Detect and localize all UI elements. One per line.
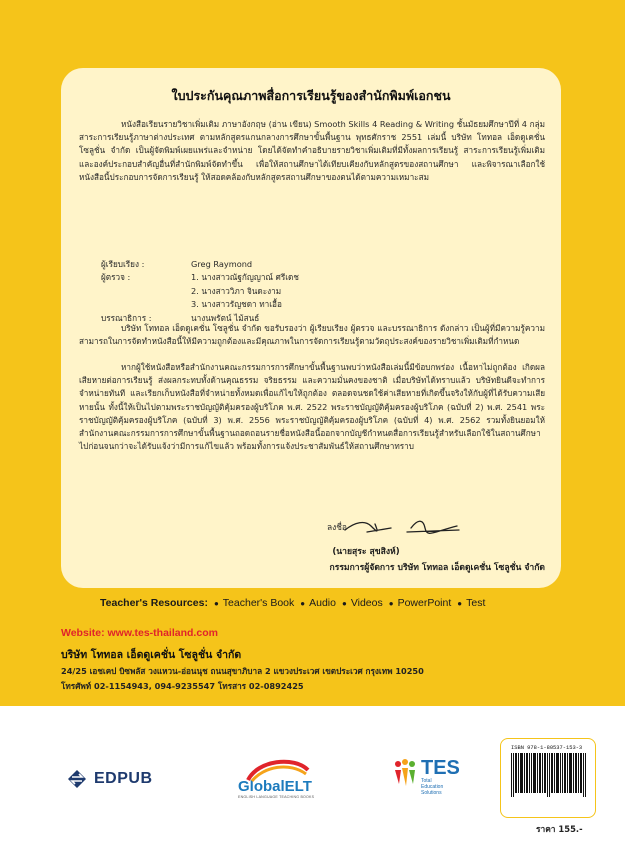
- publisher-company-name: บริษัท โททอล เอ็ดดูเคชั่น โซลูชั่น จำกัด: [61, 649, 242, 661]
- credit-label: ผู้เรียบเรียง :: [101, 259, 145, 269]
- credit-label: บรรณาธิการ :: [101, 312, 152, 323]
- credit-value: 1. นางสาวณัฐกัญญาณ์ ศรีเดช: [191, 272, 299, 283]
- resources-heading: Teacher's Resources:: [100, 597, 208, 609]
- resource-item: ● Audio: [300, 597, 336, 609]
- globalelt-logo: [238, 752, 318, 799]
- tes-sub-line: Solutions: [421, 790, 442, 796]
- certificate-title: ใบประกันคุณภาพสื่อการเรียนรู้ของสำนักพิมพ์เอกชน: [171, 88, 451, 103]
- tes-sub-line: Total: [421, 778, 432, 784]
- tes-wordmark: TES: [421, 757, 460, 779]
- credit-row: [101, 258, 299, 271]
- signature-label: ลงชื่อ: [327, 522, 347, 532]
- resource-item: ● PowerPoint: [389, 597, 452, 609]
- certificate-intro-paragraph: หนังสือเรียนรายวิชาเพิ่มเติม ภาษาอังกฤษ (อ่าน เขียน) Smooth Skills 4 Reading & Writing ชั้นมัธยมศึกษาปีที่ 4 กลุ่มสาระการเรียนรู้ภาษาต่างประเทศ ตามหลักสูตรแกนกลางการศึกษาขั้นพื้นฐาน พุทธศักราช 2551 เล่มนี้ บริษัท โททอล เอ็ดดูเคชั่น โซลูชั่น จำกัด เป็นผู้จัดพิมพ์เผยแพร่และจำหน่าย โดยได้จัดทำคำอธิบายรายวิชาเพิ่มเติมที่มีทั้งผลการเรียนรู้ สาระการเรียนรู้เพิ่มเติมและองค์ประกอบสำคัญอื่นที่สำนักพิมพ์จัดทำขึ้น เพื่อให้สถานศึกษาได้เทียบเคียงกับหลักสูตรของสถานศึกษา และพิจารณาเลือกใช้หนังสือนี้ประกอบการจัดการเรียนรู้ ให้สอดคล้องกับหลักสูตรสถานศึกษาของตนได้ตามความเหมาะสม: [79, 119, 545, 182]
- credit-value: นางนพรัตน์ ไม้สนธ์: [191, 312, 260, 323]
- resource-item: ● Test: [457, 597, 485, 609]
- tes-sub-line: Education: [421, 784, 444, 790]
- globalelt-tagline: ENGLISH LANGUAGE TEACHING BOOKS: [238, 795, 315, 799]
- price-label: ราคา 155.-: [536, 824, 583, 834]
- credits-list: [101, 258, 299, 325]
- publisher-phone: โทรศัพท์ 02-1154943, 094-9235547 โทรสาร 02-0892425: [61, 681, 304, 691]
- signer-name: (นายสุระ สุขสิงห์): [332, 547, 400, 557]
- footer-logos-band: [0, 706, 625, 848]
- tes-people-icon: [392, 758, 418, 788]
- isbn-number: ISBN 978-1-80537-153-3: [511, 745, 583, 751]
- edpub-logo: [66, 768, 153, 790]
- credit-row: [101, 298, 299, 311]
- certificate-liability-paragraph: หากผู้ใช้หนังสือหรือสำนักงานคณะกรรมการการศึกษาขั้นพื้นฐานพบว่าหนังสือเล่มนี้มีข้อบกพร่อง เนื้อหาไม่ถูกต้อง เกิดผลเสียหายต่อการเรียนรู้ ส่งผลกระทบทั้งด้านคุณธรรม จริยธรรม และความมั่นคงของชาติ เมื่อบริษัทได้ทราบแล้ว บริษัทยินดีจะทำการจำหน่ายทันที และเรียกเก็บหนังสือที่จำหน่ายทั้งหมดเพื่อแก้ไขให้ถูกต้อง ตลอดจนชดใช้ค่าเสียหายที่เกิดขึ้นจริงให้กับผู้ที่ได้รับความเสียหายนั้น ทั้งนี้ให้เป็นไปตามพระราชบัญญัติคุ้มครองผู้บริโภค พ.ศ. 2522 พระราชบัญญัติคุ้มครองผู้บริโภค (ฉบับที่ 2) พ.ศ. 2541 พระราชบัญญัติคุ้มครองผู้บริโภค (ฉบับที่ 3) พ.ศ. 2556 พระราชบัญญัติคุ้มครองผู้บริโภค (ฉบับที่ 4) พ.ศ. 2562 รวมทั้งยินยอมให้สำนักงานคณะกรรมการการศึกษาขั้นพื้นฐานถอดถอนรายชื่อหนังสือนี้ออกจากบัญชีกำหนดสื่อการเรียนรู้สำหรับเลือกใช้ในสถานศึกษาไปก่อนจนกว่าจะได้รับแจ้งว่ามีการแก้ไขแล้ว พร้อมทั้งการแจ้งประชาสัมพันธ์ให้สถานศึกษาทราบ: [79, 362, 545, 452]
- globalelt-wordmark: GlobalELT: [238, 778, 312, 795]
- barcode-box: [500, 738, 596, 818]
- tes-logo: [392, 758, 460, 796]
- globalelt-arc-icon: [244, 752, 312, 782]
- credit-label: [101, 285, 191, 298]
- credit-label: [101, 298, 191, 311]
- edpub-wordmark: EDPUB: [94, 770, 153, 787]
- credit-label: ผู้ตรวจ :: [101, 272, 131, 283]
- website-link[interactable]: Website: www.tes-thailand.com: [61, 627, 218, 639]
- publisher-address: 24/25 เอชเคป บิซพลัส วงแหวน-อ่อนนุช ถนนสุขาภิบาล 2 แขวงประเวศ เขตประเวศ กรุงเทพ 10250: [61, 666, 424, 676]
- resource-item: ● Videos: [342, 597, 383, 609]
- credit-value: Greg Raymond: [191, 259, 253, 269]
- quality-certificate-card: [61, 68, 561, 588]
- credit-value: 3. นางสาวรัญชดา ทาเอื้อ: [191, 299, 282, 310]
- barcode-graphic: [511, 753, 587, 803]
- resource-item: ● Teacher's Book: [214, 597, 294, 609]
- signer-title: กรรมการผู้จัดการ บริษัท โททอล เอ็ดดูเคชั่น โซลูชั่น จำกัด: [329, 563, 545, 573]
- handwritten-signature: [341, 516, 461, 538]
- credit-row: [101, 271, 299, 284]
- teachers-resources: [100, 597, 485, 609]
- credit-value: 2. นางสาววิภา จินดะงาม: [191, 285, 282, 296]
- edpub-mark-icon: [66, 768, 88, 790]
- certificate-assurance-paragraph: บริษัท โททอล เอ็ดดูเคชั่น โซลูชั่น จำกัด ขอรับรองว่า ผู้เรียบเรียง ผู้ตรวจ และบรรณาธิการ ดังกล่าว เป็นผู้ที่มีความรู้ความสามารถในการจัดทำหนังสือนี้ให้มีความถูกต้องและมีคุณภาพในการจัดการเรียนรู้ตามวัตถุประสงค์ของรายวิชาเพิ่มเติมที่กำหนด: [79, 323, 545, 347]
- credit-row: [101, 285, 299, 298]
